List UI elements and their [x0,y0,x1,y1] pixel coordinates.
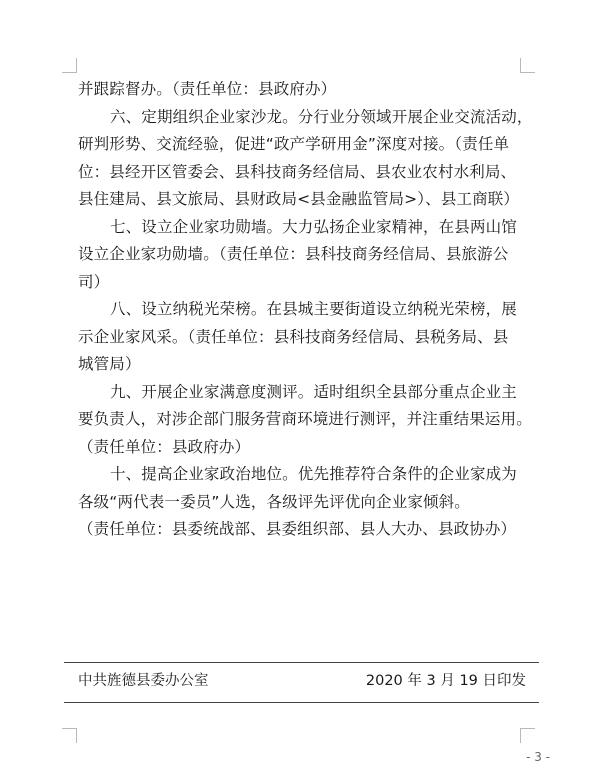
text-line: 要负责人，对涉企部门服务营商环境进行测评，并注重结果运用。 [78,410,532,428]
paragraph-item-9 [78,379,530,462]
paragraph-item-8 [78,296,530,379]
text-line: 各级“两代表一委员”人选，各级评先评优向企业家倾斜。 [78,492,470,511]
text-line: 城管局） [78,355,141,373]
paragraph-item-7 [78,214,530,297]
paragraph-continuation [78,76,530,104]
text-line: 并跟踪督办。（责任单位：县政府办） [78,80,337,98]
text-line: 设立企业家功勋墙。（责任单位：县科技商务经信局、县旅游公 [78,245,509,263]
document-body [78,76,533,544]
crop-mark-bottom-right [520,728,535,743]
paragraph-item-6 [78,104,533,214]
issue-date: 2020 年 3 月 19 日印发 [365,673,526,689]
text-line: 示企业家风采。（责任单位：县科技商务经信局、县税务局、县 [78,327,509,346]
issuer-name: 中共旌德县委办公室 [78,673,209,689]
text-line: 县住建局、县文旅局、县财政局<县金融监管局>）、县工商联） [78,190,520,208]
text-line: 八、设立纳税光荣榜。在县城主要街道设立纳税光荣榜，展 [110,300,517,318]
text-line: 九、开展企业家满意度测评。适时组织全县部分重点企业主 [110,382,517,401]
text-line: 研判形势、交流经验，促进“政产学研用金”深度对接。（责任单 [78,135,510,153]
text-line: （责任单位：县委统战部、县委组织部、县人大办、县政协办） [78,520,517,538]
text-line: （责任单位：县政府办） [78,437,251,456]
paragraph-item-10 [78,461,530,544]
text-line: 司） [78,272,110,291]
crop-mark-bottom-left [62,728,77,743]
text-line: 七、设立企业家功勋墙。大力弘扬企业家精神，在县两山馆 [110,217,517,236]
text-line: 六、定期组织企业家沙龙。分行业分领域开展企业交流活动， [110,107,533,126]
footer-rule-top [64,662,539,663]
crop-mark-top-left [62,58,77,73]
footer-rule-bottom [64,702,539,703]
crop-mark-top-right [520,58,535,73]
text-line: 十、提高企业家政治地位。优先推荐符合条件的企业家成为 [110,465,517,483]
text-line: 位：县经开区管委会、县科技商务经信局、县农业农村水利局、 [78,162,517,181]
page-number: - 3 - [526,750,550,764]
